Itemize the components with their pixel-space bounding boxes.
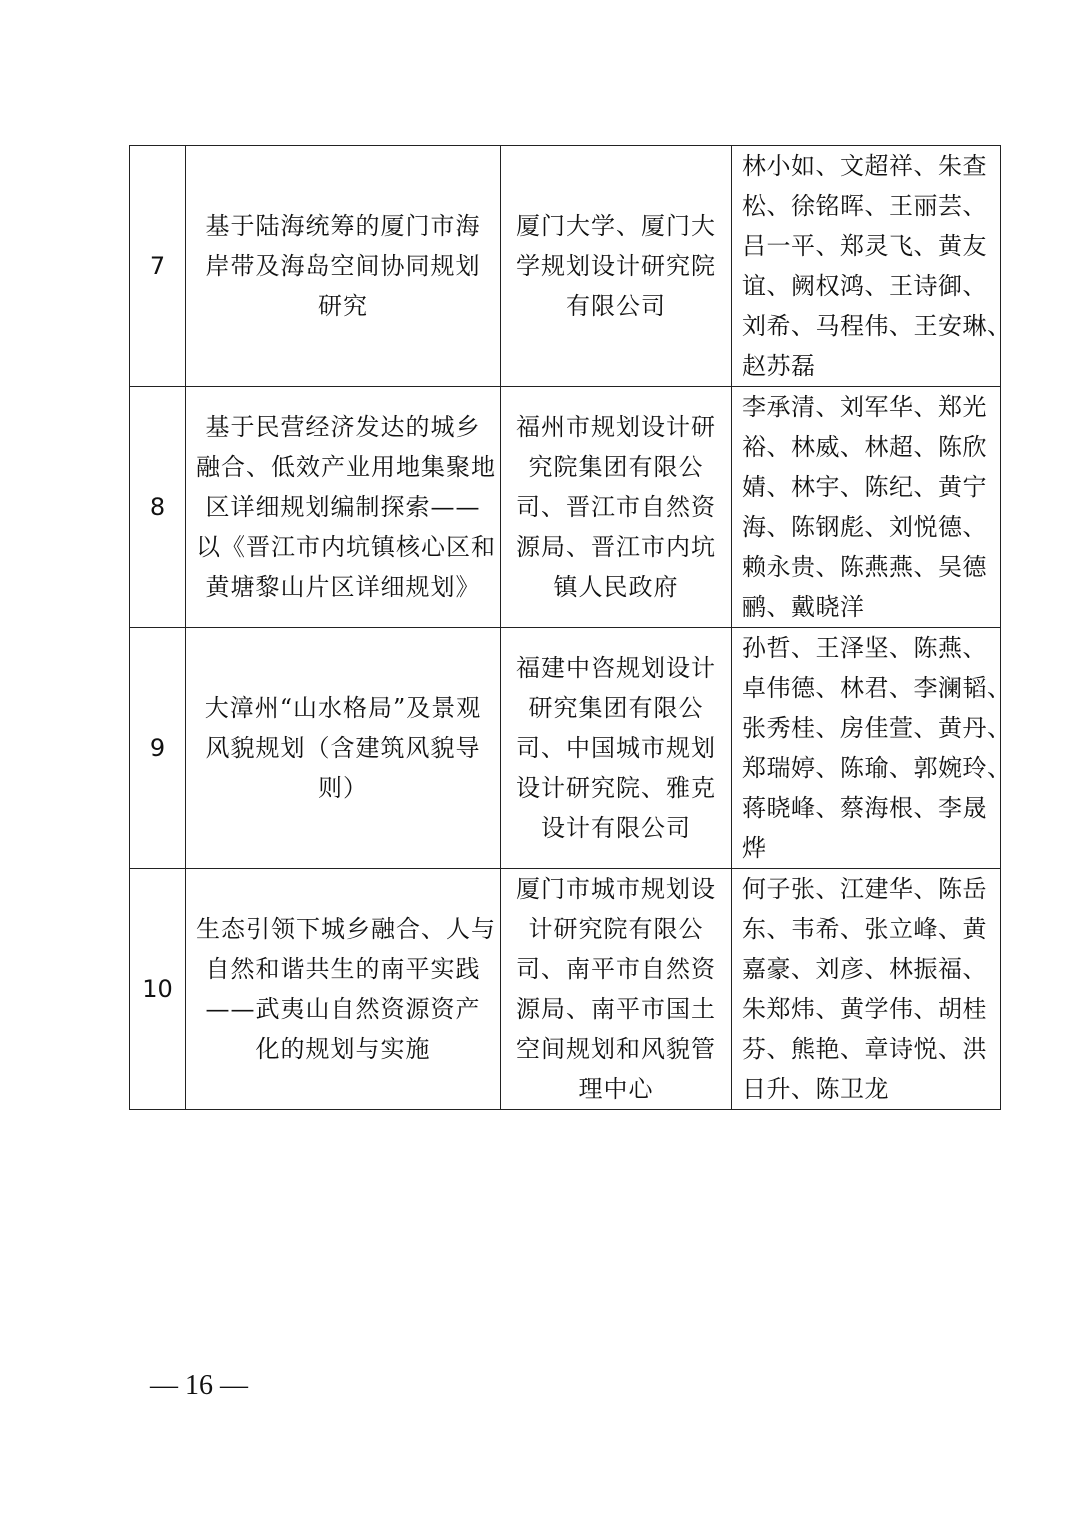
table-body — [130, 146, 1012, 1110]
member-line: 烨 — [742, 834, 767, 862]
org-line: 司、南平市自然资 — [516, 955, 716, 983]
member-line: 裕、林威、林超、陈欣 — [742, 433, 987, 461]
project-title — [186, 146, 501, 387]
title-line: 黄塘黎山片区详细规划》 — [205, 573, 481, 601]
org-line: 福州市规划设计研 — [516, 413, 716, 441]
title-line: 生态引领下城乡融合、人与 — [196, 915, 496, 943]
org-line: 源局、南平市国土 — [516, 995, 716, 1023]
members — [732, 628, 1012, 869]
title-line: 则） — [318, 774, 368, 802]
organization — [501, 387, 732, 628]
member-line: 孙哲、王泽坚、陈燕、 — [742, 634, 987, 662]
title-line: 化的规划与实施 — [255, 1035, 431, 1063]
organization — [501, 628, 732, 869]
org-line: 究院集团有限公 — [528, 453, 704, 481]
members — [732, 387, 1001, 628]
table-row — [130, 869, 1001, 1110]
org-line: 源局、晋江市内坑 — [516, 533, 716, 561]
table-row — [130, 387, 1001, 628]
member-line: 张秀桂、房佳萱、黄丹、 — [742, 714, 1012, 742]
member-line: 赖永贵、陈燕燕、吴德 — [742, 553, 987, 581]
member-line: 芬、熊艳、章诗悦、洪 — [742, 1035, 987, 1063]
org-line: 计研究院有限公 — [528, 915, 704, 943]
title-line: 岸带及海岛空间协同规划 — [205, 252, 481, 280]
title-line: 基于陆海统筹的厦门市海 — [205, 212, 481, 240]
title-line: 基于民营经济发达的城乡 — [205, 413, 481, 441]
member-line: 吕一平、郑灵飞、黄友 — [742, 232, 987, 260]
member-line: 谊、阙权鸿、王诗御、 — [742, 272, 987, 300]
org-line: 镇人民政府 — [553, 573, 679, 601]
awards-table — [129, 145, 1012, 1110]
project-title — [186, 387, 501, 628]
member-line: 朱郑炜、黄学伟、胡桂 — [742, 995, 987, 1023]
project-title — [186, 628, 501, 869]
title-line: 区详细规划编制探索—— — [205, 493, 481, 521]
member-line: 蒋晓峰、蔡海根、李晟 — [742, 794, 987, 822]
member-line: 何子张、江建华、陈岳 — [742, 875, 987, 903]
members — [732, 146, 1012, 387]
title-line: ——武夷山自然资源资产 — [205, 995, 481, 1023]
member-line: 海、陈钢彪、刘悦德、 — [742, 513, 987, 541]
member-line: 李承清、刘军华、郑光 — [742, 393, 987, 421]
org-line: 设计研究院、雅克 — [516, 774, 716, 802]
title-line: 以《晋江市内坑镇核心区和 — [196, 533, 496, 561]
member-line: 东、韦希、张立峰、黄 — [742, 915, 987, 943]
member-line: 日升、陈卫龙 — [742, 1075, 889, 1103]
row-number: 7 — [130, 146, 186, 387]
org-line: 空间规划和风貌管 — [516, 1035, 716, 1063]
member-line: 婧、林宇、陈纪、黄宁 — [742, 473, 987, 501]
org-line: 厦门市城市规划设 — [516, 875, 716, 903]
org-line: 设计有限公司 — [541, 814, 691, 842]
member-line: 嘉豪、刘彦、林振福、 — [742, 955, 987, 983]
member-line: 松、徐铭晖、王丽芸、 — [742, 192, 987, 220]
title-line: 大漳州“山水格局”及景观 — [204, 694, 482, 722]
table-row — [130, 628, 1001, 869]
member-line: 郑瑞婷、陈瑜、郭婉玲、 — [742, 754, 1012, 782]
title-line: 风貌规划（含建筑风貌导 — [205, 734, 481, 762]
page-number: — 16 — — [150, 1370, 248, 1401]
org-line: 司、晋江市自然资 — [516, 493, 716, 521]
organization — [501, 146, 732, 387]
title-line: 自然和谐共生的南平实践 — [205, 955, 481, 983]
title-line: 研究 — [318, 292, 368, 320]
member-line: 赵苏磊 — [742, 352, 816, 380]
member-line: 鹂、戴晓洋 — [742, 593, 865, 621]
members — [732, 869, 1001, 1110]
member-line: 林小如、文超祥、朱查 — [742, 152, 987, 180]
org-line: 有限公司 — [566, 292, 666, 320]
row-number: 8 — [130, 387, 186, 628]
org-line: 学规划设计研究院 — [516, 252, 716, 280]
row-number: 9 — [130, 628, 186, 869]
row-number: 10 — [130, 869, 186, 1110]
org-line: 研究集团有限公 — [528, 694, 704, 722]
table-row — [130, 146, 1001, 387]
project-title — [186, 869, 501, 1110]
title-line: 融合、低效产业用地集聚地 — [196, 453, 496, 481]
org-line: 福建中咨规划设计 — [516, 654, 716, 682]
organization — [501, 869, 732, 1110]
member-line: 卓伟德、林君、李澜韬、 — [742, 674, 1012, 702]
org-line: 司、中国城市规划 — [516, 734, 716, 762]
org-line: 厦门大学、厦门大 — [516, 212, 716, 240]
org-line: 理中心 — [578, 1075, 654, 1103]
member-line: 刘希、马程伟、王安琳、 — [742, 312, 1012, 340]
